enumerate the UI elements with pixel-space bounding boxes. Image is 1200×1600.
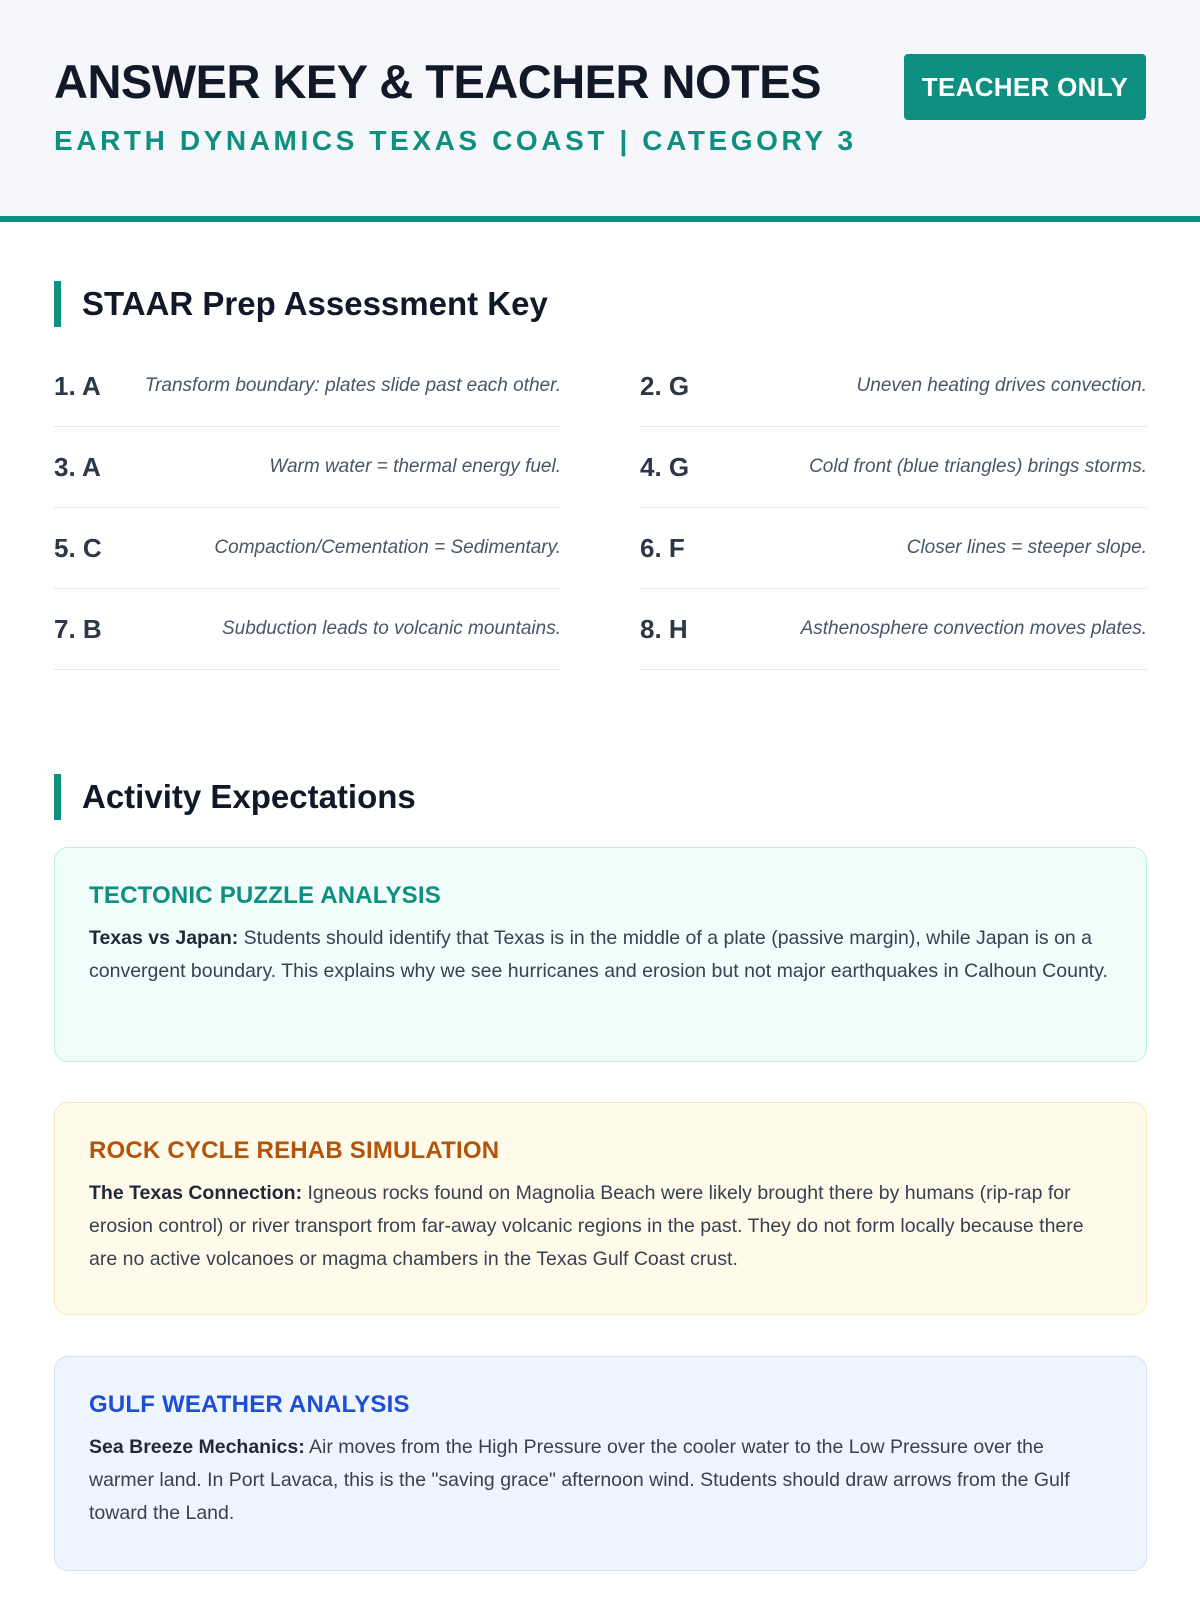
card-title: TECTONIC PUZZLE ANALYSIS (89, 882, 441, 909)
answer-note: Cold front (blue triangles) brings storms. (809, 456, 1147, 477)
page-header (0, 0, 1200, 222)
answer-note: Asthenosphere convection moves plates. (800, 618, 1147, 639)
answer-key-row (54, 427, 561, 508)
card-text: Students should identify that Texas is in the middle of a plate (passive margin), while Japan is on a convergent boundary. This explains why we see hurricanes and erosion but not major earthquakes in Calhoun County. (89, 927, 1108, 982)
answer-label: 6. F (640, 532, 685, 563)
answer-label: 3. A (54, 451, 101, 482)
answer-key-row (640, 427, 1147, 508)
answer-label: 1. A (54, 370, 101, 401)
answer-key-row (640, 508, 1147, 589)
card-body (89, 1177, 1112, 1276)
gulf-weather-card (54, 1356, 1147, 1571)
card-body (89, 1431, 1112, 1530)
card-lead: Sea Breeze Mechanics: (89, 1436, 305, 1458)
answer-note: Warm water = thermal energy fuel. (269, 456, 561, 477)
answer-note: Uneven heating drives convection. (856, 375, 1147, 396)
activity-expectations-heading: Activity Expectations (54, 774, 416, 820)
answer-key-row (54, 346, 561, 427)
assessment-key-heading: STAAR Prep Assessment Key (54, 281, 548, 327)
answer-key-row (640, 346, 1147, 427)
answer-label: 7. B (54, 613, 102, 644)
answer-label: 2. G (640, 370, 690, 401)
page-title: ANSWER KEY & TEACHER NOTES (54, 55, 821, 108)
teacher-only-badge: TEACHER ONLY (904, 54, 1146, 120)
card-lead: The Texas Connection: (89, 1182, 303, 1204)
answer-key-row (640, 589, 1147, 670)
answer-note: Subduction leads to volcanic mountains. (221, 618, 561, 639)
answer-key-row (54, 508, 561, 589)
answer-label: 4. G (640, 451, 690, 482)
answer-label: 8. H (640, 613, 688, 644)
answer-key-grid (54, 346, 1147, 670)
card-text: Igneous rocks found on Magnolia Beach were likely brought there by humans (rip-rap for erosion control) or river transport from far-away volcanic regions in the past. They do not form locally because there are no active volcanoes or magma chambers in the Texas Gulf Coast crust. (89, 1182, 1084, 1270)
answer-label: 5. C (54, 532, 102, 563)
card-title: ROCK CYCLE REHAB SIMULATION (89, 1137, 500, 1164)
card-title: GULF WEATHER ANALYSIS (89, 1391, 410, 1418)
page-subtitle: EARTH DYNAMICS TEXAS COAST | CATEGORY 3 (54, 125, 857, 156)
card-lead: Texas vs Japan: (89, 927, 239, 949)
answer-note: Closer lines = steeper slope. (906, 537, 1147, 558)
tectonic-puzzle-card (54, 847, 1147, 1062)
answer-key-row (54, 589, 561, 670)
rock-cycle-card (54, 1102, 1147, 1315)
card-body (89, 922, 1112, 988)
card-text: Air moves from the High Pressure over the cooler water to the Low Pressure over the warmer land. In Port Lavaca, this is the "saving grace" afternoon wind. Students should draw arrows from the Gulf toward the Land. (89, 1436, 1070, 1524)
answer-note: Compaction/Cementation = Sedimentary. (214, 537, 561, 558)
answer-note: Transform boundary: plates slide past each other. (144, 375, 561, 396)
